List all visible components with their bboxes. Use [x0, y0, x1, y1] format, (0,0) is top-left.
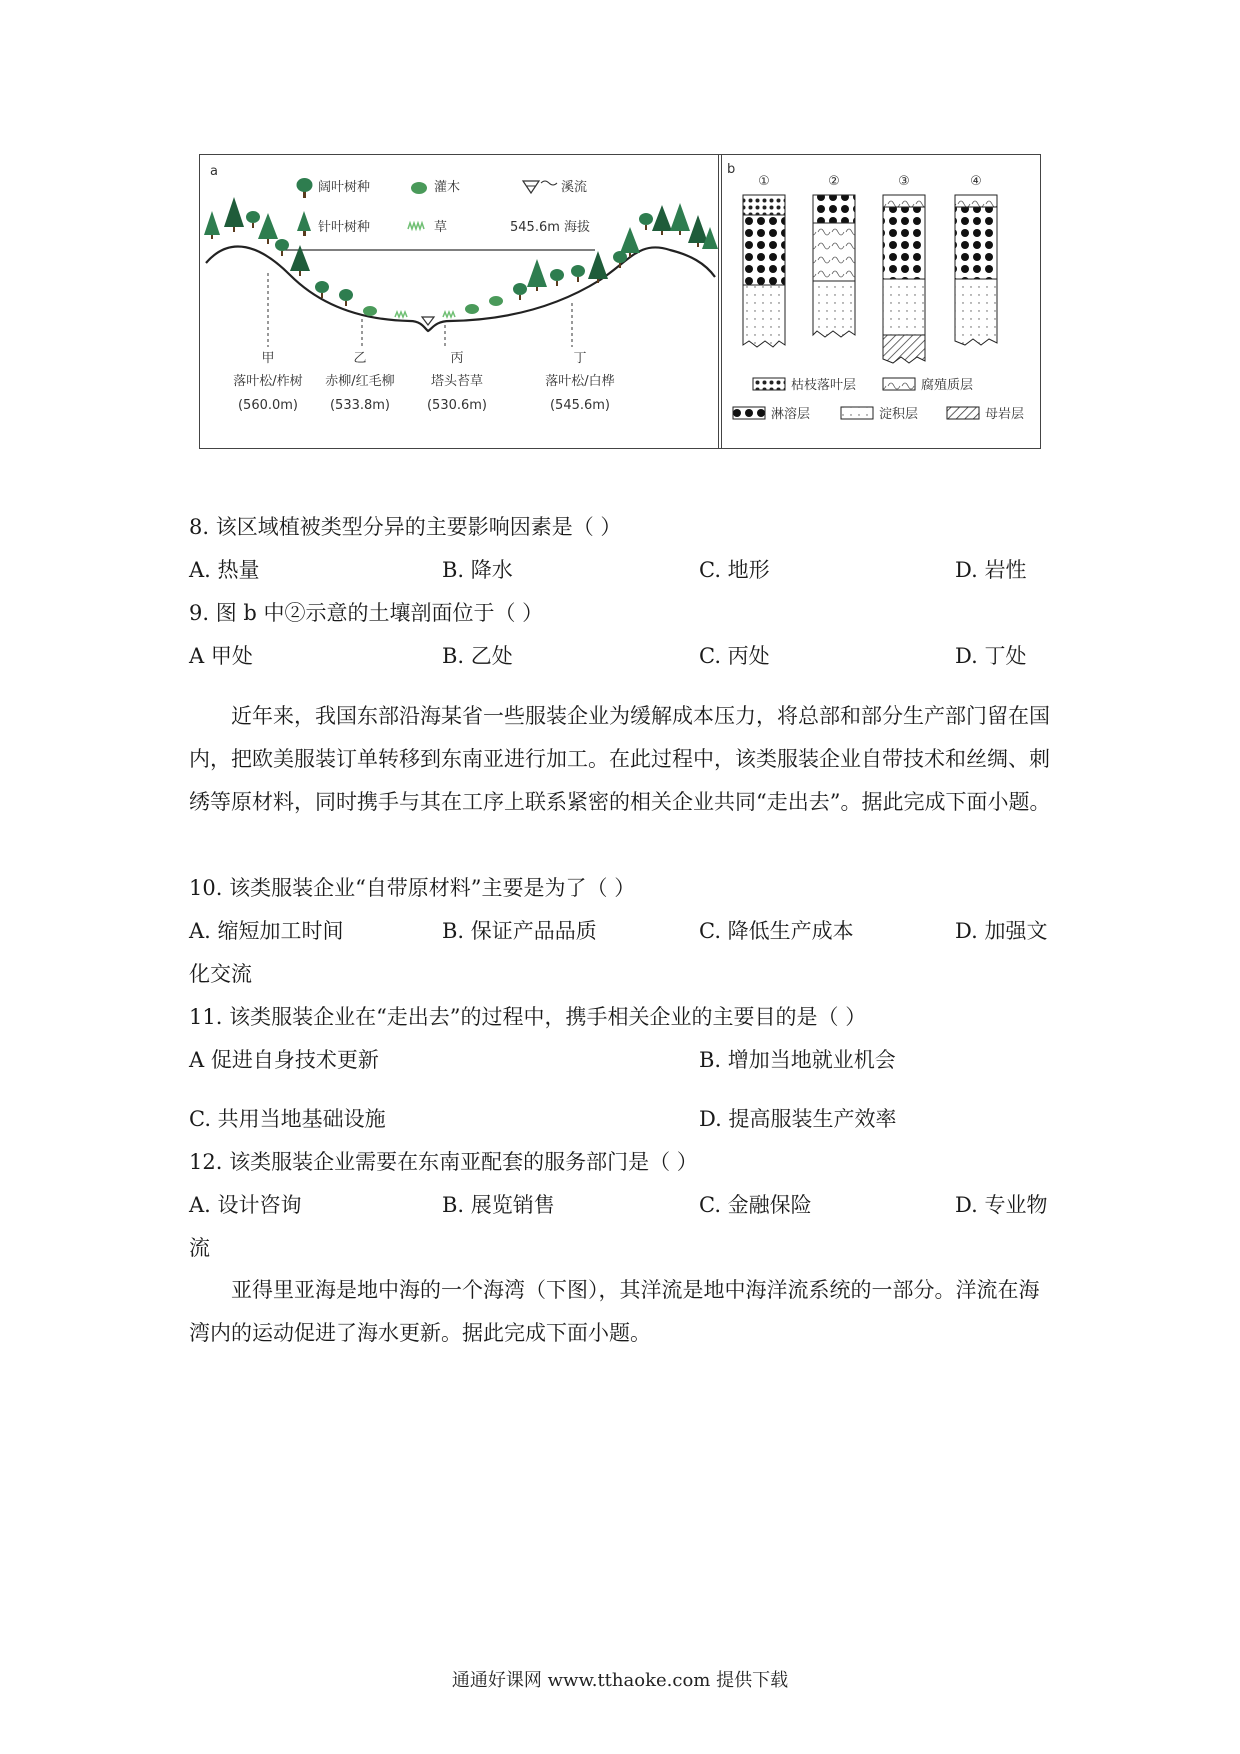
- question-11-option-d: D. 提高服装生产效率: [699, 1107, 897, 1131]
- profile-number: ③: [898, 174, 910, 189]
- question-9-option-a: A 甲处: [189, 644, 253, 668]
- question-10-option-d-continued: 化交流: [189, 962, 252, 986]
- site-elevation: (533.8m): [329, 398, 391, 413]
- figure-a-svg: [200, 155, 721, 448]
- legend-illuvial-label: 淀积层: [879, 407, 919, 422]
- question-10-option-c: C. 降低生产成本: [699, 919, 854, 943]
- site-name: 乙: [353, 351, 367, 366]
- passage-1: 近年来，我国东部沿海某省一些服装企业为缓解成本压力，将总部和部分生产部门留在国内，把欧美服装订单转移到东南亚进行加工。在此过程中，该类服装企业自带技术和丝绸、刺绣等原材料，同时携手与其在工序上联系紧密的相关企业共同“走出去”。据此完成下面小题。: [189, 704, 1051, 814]
- valley-profile-line: [206, 246, 715, 331]
- figure-b-svg: [719, 155, 1040, 448]
- question-10-stem: 10. 该类服装企业“自带原材料”主要是为了（ ）: [189, 876, 636, 900]
- site-elevation: (545.6m): [549, 398, 611, 413]
- question-12-option-b: B. 展览销售: [442, 1193, 555, 1217]
- question-11-stem: 11. 该类服装企业在“走出去”的过程中，携手相关企业的主要目的是（ ）: [189, 1005, 867, 1029]
- soil-profile-4: [955, 174, 997, 345]
- stream-icon: [523, 181, 557, 193]
- shrub-icon: [411, 182, 427, 194]
- question-11-option-a: A 促进自身技术更新: [189, 1048, 379, 1072]
- question-11-option-b: B. 增加当地就业机会: [699, 1048, 896, 1072]
- question-8-option-d: D. 岩性: [955, 558, 1027, 582]
- figure-b-soil-profiles: [718, 154, 1041, 449]
- question-9-option-c: C. 丙处: [699, 644, 770, 668]
- site-jia: [233, 351, 302, 413]
- figure-a-vegetation-profile: [199, 154, 722, 449]
- soil-profile-2: [813, 174, 855, 337]
- page-footer: 通通好课网 www.tthaoke.com 提供下载: [451, 1670, 789, 1691]
- question-10-option-a: A. 缩短加工时间: [189, 919, 344, 943]
- legend-parent: [947, 406, 1024, 422]
- question-11-option-c: C. 共用当地基础设施: [189, 1107, 386, 1131]
- legend-litter: [753, 377, 856, 393]
- question-12-option-d: D. 专业物: [955, 1193, 1048, 1217]
- legend-grass: 草: [434, 220, 448, 235]
- question-9-stem: 9. 图 b 中②示意的土壤剖面位于（ ）: [189, 601, 544, 625]
- question-9-option-d: D. 丁处: [955, 644, 1027, 668]
- question-8-option-c: C. 地形: [699, 558, 770, 582]
- legend-illuvial: [841, 406, 918, 422]
- question-8-stem: 8. 该区域植被类型分异的主要影响因素是（ ）: [189, 515, 622, 539]
- legend-conifer: 针叶树种: [318, 220, 371, 235]
- site-elevation: (560.0m): [237, 398, 299, 413]
- question-10-option-b: B. 保证产品品质: [442, 919, 597, 943]
- legend-eluvial: [733, 406, 810, 422]
- question-12-stem: 12. 该类服装企业需要在东南亚配套的服务部门是（ ）: [189, 1150, 698, 1174]
- site-name: 丙: [450, 351, 464, 366]
- legend-shrub: 灌木: [434, 180, 461, 195]
- legend-litter-label: 枯枝落叶层: [791, 378, 857, 393]
- site-species: 塔头苔草: [430, 374, 484, 389]
- profile-number: ②: [828, 174, 840, 189]
- question-12-option-c: C. 金融保险: [699, 1193, 812, 1217]
- conifer-tree-icon: [297, 211, 311, 236]
- legend-humus: [883, 377, 973, 393]
- question-9-option-b: B. 乙处: [442, 644, 513, 668]
- legend-parent-label: 母岩层: [985, 407, 1025, 422]
- question-12-option-d-continued: 流: [189, 1236, 210, 1260]
- site-species: 落叶松/白桦: [545, 374, 615, 389]
- figure-b-label: b: [727, 162, 736, 177]
- site-bing: [427, 351, 487, 413]
- soil-profile-1: [743, 174, 785, 347]
- site-species: 落叶松/柞树: [233, 374, 303, 389]
- profile-number: ①: [758, 174, 770, 189]
- legend-broadleaf: 阔叶树种: [318, 180, 371, 195]
- left-slope-trees: [204, 197, 407, 317]
- site-ding: [545, 351, 614, 413]
- legend-humus-label: 腐殖质层: [921, 378, 974, 393]
- question-8-option-a: A. 热量: [189, 558, 260, 582]
- profile-number: ④: [970, 174, 982, 189]
- question-12-option-a: A. 设计咨询: [189, 1193, 302, 1217]
- soil-profile-3: [883, 174, 925, 363]
- legend-stream: 溪流: [561, 180, 588, 195]
- figure-a-label: a: [210, 164, 218, 179]
- site-species: 赤柳/红毛柳: [325, 374, 395, 389]
- legend-eluvial-label: 淋溶层: [771, 407, 811, 422]
- passage-2: 亚得里亚海是地中海的一个海湾（下图），其洋流是地中海洋流系统的一部分。洋流在海湾内的运动促进了海水更新。据此完成下面小题。: [189, 1278, 1040, 1345]
- site-name: 丁: [573, 351, 587, 366]
- question-10-option-d: D. 加强文: [955, 919, 1048, 943]
- site-elevation: (530.6m): [426, 398, 488, 413]
- grass-icon: [408, 223, 424, 229]
- question-8-option-b: B. 降水: [442, 558, 513, 582]
- broadleaf-tree-icon: [297, 178, 313, 198]
- site-name: 甲: [261, 351, 275, 366]
- stream-channel-icon: [422, 317, 434, 325]
- site-yi: [325, 351, 394, 413]
- legend-altitude-line: 545.6m 海拔: [510, 220, 591, 235]
